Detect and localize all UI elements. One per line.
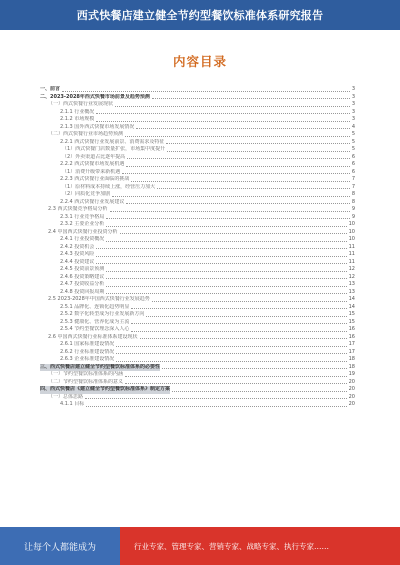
toc-entry-label: 2.5.4 节约型餐饮理念深入人心 <box>60 326 130 332</box>
toc-entry-label: 2.1.3 国外西式快餐市场发展情况 <box>60 123 135 130</box>
toc-entry-page: 16 <box>348 326 355 332</box>
toc-entry-page: 3 <box>351 116 355 122</box>
toc-entry-page: 15 <box>348 318 355 325</box>
toc-entry[interactable] <box>40 259 355 267</box>
document-footer <box>0 527 400 565</box>
toc-entry-label: 2.5.3 健康化、营养化成为主流 <box>60 318 130 325</box>
toc-entry-page: 16 <box>348 333 355 340</box>
toc-entry-label: 2.4.2 投资机会 <box>60 243 95 250</box>
toc-leader-dots <box>96 263 346 264</box>
toc-leader-dots <box>167 151 350 152</box>
toc-entry-label: 2.4.4 投资建议 <box>60 258 95 265</box>
toc-entry-label: （一）节约型餐饮标准体系的内涵 <box>48 371 124 377</box>
toc-entry-label: 2.5 2023-2028年中国西式快餐行业发展趋势 <box>48 296 150 302</box>
toc-entry[interactable] <box>40 326 355 334</box>
toc-entry-page: 12 <box>348 273 355 280</box>
toc-entry-page: 8 <box>351 198 355 205</box>
toc-leader-dots <box>122 173 350 174</box>
toc-leader-dots <box>106 271 346 272</box>
toc-title: 内容目录 <box>172 54 227 69</box>
toc-leader-dots <box>96 121 350 122</box>
toc-entry[interactable] <box>40 229 355 237</box>
toc-leader-dots <box>96 113 350 114</box>
toc-entry[interactable] <box>40 394 355 402</box>
toc-entry-page: 18 <box>348 363 355 370</box>
toc-entry-page: 6 <box>351 161 355 167</box>
toc-entry[interactable] <box>40 296 355 304</box>
toc-entry[interactable] <box>40 206 355 214</box>
toc-entry-page: 6 <box>351 168 355 175</box>
toc-entry-label: 2.4.8 投资回报周期 <box>60 288 105 295</box>
toc-entry-page: 11 <box>348 243 355 250</box>
toc-entry-label: （二）节约型餐饮标准体系的意义 <box>48 378 124 385</box>
toc-entry-page: 8 <box>351 191 355 197</box>
toc-entry[interactable] <box>40 109 355 117</box>
toc-entry-page: 3 <box>351 93 355 100</box>
toc-entry[interactable] <box>40 371 355 379</box>
toc-entry[interactable] <box>40 289 355 297</box>
toc-entry-label: （2）同质化竞争加剧 <box>62 191 111 197</box>
toc-entry[interactable] <box>40 184 355 192</box>
toc-entry-label: 2.6 中国西式快餐行业标准体系建设现状 <box>48 333 138 340</box>
toc-entry[interactable] <box>40 139 355 147</box>
toc-entry-label: 2.2.2 西式快餐市场发展机遇 <box>60 161 125 167</box>
toc-entry-page: 9 <box>351 213 355 220</box>
toc-entry-page: 12 <box>348 266 355 272</box>
toc-leader-dots <box>85 398 347 399</box>
toc-entry[interactable] <box>40 341 355 349</box>
toc-entry-label: 2.4 中国西式快餐行业投资分析 <box>48 228 118 235</box>
footer-left-banner <box>0 527 120 565</box>
toc-leader-dots <box>136 128 349 129</box>
toc-entry[interactable] <box>40 356 355 364</box>
toc-entry-page: 3 <box>351 101 355 107</box>
toc-entry[interactable] <box>40 161 355 169</box>
toc-entry-page: 7 <box>351 183 355 190</box>
toc-leader-dots <box>106 293 346 294</box>
toc-entry[interactable] <box>40 146 355 154</box>
toc-entry[interactable] <box>40 281 355 289</box>
toc-entry-page: 11 <box>348 251 355 257</box>
toc-leader-dots <box>125 376 347 377</box>
toc-leader-dots <box>112 196 350 197</box>
toc-entry-label: 2.2.4 西式快餐行业发展建议 <box>60 198 125 205</box>
footer-left-text: 让每个人都能成为 <box>23 542 96 553</box>
toc-entry-page: 15 <box>348 311 355 317</box>
toc-entry-label: 2.1.2 市场规模 <box>60 116 95 122</box>
toc-entry[interactable] <box>40 214 355 222</box>
toc-entry-label: 一、前言 <box>40 86 61 92</box>
toc-entry-page: 5 <box>351 146 355 152</box>
toc-entry-label: 2.2.1 西式快餐行业发展前景、消费需求及特征 <box>60 138 165 145</box>
toc-entry-page: 13 <box>348 281 355 287</box>
footer-right-text: 行业专家、管理专家、营销专家、战略专家、执行专家…… <box>134 541 329 551</box>
toc-entry-label: 四、西式快餐店《建立健全节约型餐饮标准体系》制定方案 <box>40 386 171 392</box>
toc-entry[interactable] <box>40 319 355 327</box>
toc-entry[interactable] <box>40 101 355 109</box>
toc-entry[interactable] <box>40 334 355 342</box>
toc-leader-dots <box>162 368 347 369</box>
toc-entry-page: 10 <box>348 221 355 227</box>
toc-entry[interactable] <box>40 176 355 184</box>
toc-leader-dots <box>125 136 350 137</box>
toc-leader-dots <box>131 331 346 332</box>
toc-entry-label: 2.6.1 国家标准建设情况 <box>60 341 115 347</box>
toc-entry-page: 11 <box>348 258 355 265</box>
toc-entry-label: （二）西式快餐行业市场趋势预测 <box>48 131 124 137</box>
toc-entry[interactable] <box>40 251 355 259</box>
toc-leader-dots <box>166 143 349 144</box>
toc-leader-dots <box>152 301 347 302</box>
toc-entry-label: （1）西式快餐门店数量扩张，市场集中度提升 <box>62 146 166 152</box>
toc-leader-dots <box>62 91 350 92</box>
toc-entry-label: 4.1.1 目标 <box>60 401 85 407</box>
footer-right-banner <box>120 527 400 565</box>
toc-leader-dots <box>106 218 350 219</box>
toc-entry[interactable] <box>40 154 355 162</box>
toc-leader-dots <box>115 106 350 107</box>
toc-entry[interactable] <box>40 191 355 199</box>
toc-entry-label: 2.3 西式快餐竞争格局分析 <box>48 206 108 212</box>
toc-leader-dots <box>127 158 350 159</box>
toc-entry-page: 13 <box>348 288 355 295</box>
toc-entry-page: 3 <box>351 86 355 92</box>
toc-entry-page: 19 <box>348 371 355 377</box>
toc-leader-dots <box>116 361 346 362</box>
toc-leader-dots <box>116 346 346 347</box>
toc-leader-dots <box>157 188 350 189</box>
toc-leader-dots <box>152 98 350 99</box>
toc-leader-dots <box>131 323 346 324</box>
toc-entry[interactable] <box>40 131 355 139</box>
toc-entry[interactable] <box>40 364 355 372</box>
toc-leader-dots <box>146 316 346 317</box>
toc-leader-dots <box>110 211 350 212</box>
toc-entry[interactable] <box>40 304 355 312</box>
toc-leader-dots <box>120 233 347 234</box>
toc-entry-page: 14 <box>348 303 355 310</box>
toc-entry-label: 2.3.1 行业竞争格局 <box>60 213 105 220</box>
toc-entry[interactable] <box>40 379 355 387</box>
toc-entry[interactable] <box>40 124 355 132</box>
toc-entry-label: （1）消费升级带来新机遇 <box>62 168 121 175</box>
toc-entry-label: 二、2023-2028年西式快餐市场前景及趋势预测 <box>40 93 150 100</box>
toc-entry[interactable] <box>40 199 355 207</box>
toc-entry-label: （一）总体思路 <box>48 393 84 400</box>
toc-entry-page: 10 <box>348 236 355 242</box>
toc-entry-label: 2.2.3 西式快餐行业面临的挑战 <box>60 176 130 182</box>
toc-entry[interactable] <box>40 244 355 252</box>
toc-entry-page: 4 <box>351 123 355 130</box>
toc-leader-dots <box>96 256 346 257</box>
toc-entry-label: 2.6.2 行业标准建设情况 <box>60 348 115 355</box>
toc-entry-page: 5 <box>351 131 355 137</box>
toc-entry[interactable] <box>40 169 355 177</box>
toc-entry-label: （1）原材料成本持续上涨，经营压力加大 <box>62 183 156 190</box>
toc-entry-page: 6 <box>351 153 355 160</box>
toc-entry-page: 10 <box>348 228 355 235</box>
toc-leader-dots <box>96 248 346 249</box>
toc-entry-page: 20 <box>348 393 355 400</box>
toc-entry-label: （一）西式快餐行业发展现状 <box>48 101 114 107</box>
toc-entry-page: 20 <box>348 386 355 392</box>
toc-leader-dots <box>106 286 346 287</box>
toc-entry-label: 2.4.7 投资收益分析 <box>60 281 105 287</box>
toc-entry-page: 14 <box>348 296 355 302</box>
toc-entry[interactable] <box>40 221 355 229</box>
toc-entry-label: 2.1.1 行业概况 <box>60 108 95 115</box>
toc-leader-dots <box>116 353 346 354</box>
toc-entry-label: 2.4.6 投资策略建议 <box>60 273 105 280</box>
toc-entry-page: 5 <box>351 138 355 145</box>
table-of-contents <box>40 86 355 409</box>
toc-entry-page: 9 <box>351 206 355 212</box>
toc-entry[interactable] <box>40 236 355 244</box>
toc-leader-dots <box>106 241 346 242</box>
toc-leader-dots <box>131 181 349 182</box>
toc-leader-dots <box>125 383 347 384</box>
toc-leader-dots <box>140 338 347 339</box>
toc-leader-dots <box>126 203 349 204</box>
toc-entry[interactable] <box>40 311 355 319</box>
toc-leader-dots <box>106 226 346 227</box>
toc-entry-label: 三、西式快餐店建立健全节约型餐饮标准体系的必要性 <box>40 363 161 370</box>
toc-entry[interactable] <box>40 94 355 102</box>
toc-entry-page: 17 <box>348 341 355 347</box>
toc-entry[interactable] <box>40 386 355 394</box>
toc-entry-label: 2.4.5 投资前景预测 <box>60 266 105 272</box>
toc-entry-page: 20 <box>348 378 355 385</box>
toc-entry-page: 18 <box>348 356 355 362</box>
toc-entry[interactable] <box>40 266 355 274</box>
toc-entry[interactable] <box>40 116 355 124</box>
toc-entry[interactable] <box>40 401 355 409</box>
toc-leader-dots <box>126 166 349 167</box>
toc-entry[interactable] <box>40 86 355 94</box>
toc-entry-label: 2.4.1 行业投资概况 <box>60 236 105 242</box>
toc-entry-page: 3 <box>351 108 355 115</box>
toc-entry-page: 7 <box>351 176 355 182</box>
toc-entry-page: 20 <box>348 401 355 407</box>
toc-entry[interactable] <box>40 274 355 282</box>
toc-leader-dots <box>172 391 347 392</box>
toc-entry[interactable] <box>40 349 355 357</box>
toc-entry-label: 2.4.3 投资风险 <box>60 251 95 257</box>
toc-entry-page: 17 <box>348 348 355 355</box>
toc-entry-label: 2.5.1 品牌化、连锁化趋势明显 <box>60 303 130 310</box>
document-title: 西式快餐店建立健全节约型餐饮标准体系研究报告 <box>76 9 324 22</box>
toc-entry-label: 2.6.3 企业标准建设情况 <box>60 356 115 362</box>
document-header <box>0 0 400 30</box>
toc-leader-dots <box>106 278 346 279</box>
toc-leader-dots <box>86 406 346 407</box>
toc-leader-dots <box>131 308 346 309</box>
toc-entry-label: 2.5.2 数字化转型成为行业发展新方向 <box>60 311 145 317</box>
toc-entry-label: 2.3.2 主要企业分析 <box>60 221 105 227</box>
toc-entry-label: （2）外卖渠道占比逐年提高 <box>62 153 126 160</box>
